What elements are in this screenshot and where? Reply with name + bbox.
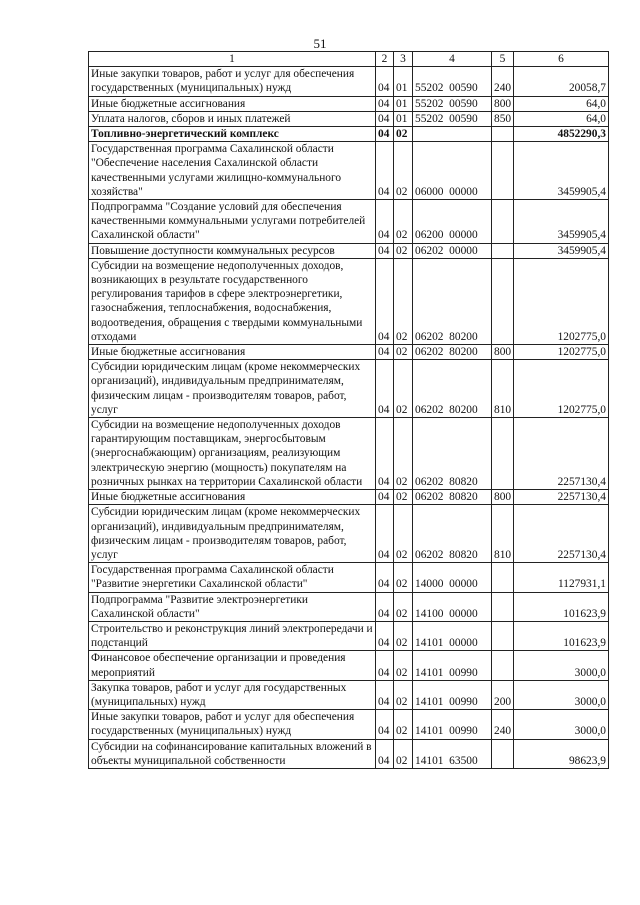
subsection-code: 02	[394, 739, 413, 768]
table-row	[89, 490, 609, 505]
amount: 101623,9	[514, 621, 609, 650]
amount: 64,0	[514, 96, 609, 111]
amount: 2257130,4	[514, 490, 609, 505]
section-code: 04	[376, 739, 394, 768]
table-row	[89, 592, 609, 621]
expense-type-code	[492, 418, 514, 490]
subsection-code: 02	[394, 505, 413, 563]
section-code: 04	[376, 258, 394, 344]
item-name: Иные закупки товаров, работ и услуг для обеспечения государственных (муниципальных) нужд	[89, 710, 376, 739]
item-name: Подпрограмма "Создание условий для обеспечения качественными коммунальными услугами потребителей Сахалинской области"	[89, 200, 376, 244]
target-article-code: 14100 00000	[413, 592, 492, 621]
expense-type-code	[492, 142, 514, 200]
amount: 64,0	[514, 111, 609, 126]
item-name: Субсидии на возмещение недополученных доходов гарантирующим поставщикам, энергосбытовым (энергоснабжающим) организациям, реализующим электрическую энергию (мощность) покупателям на розничных рынках на территории Сахалинской области	[89, 418, 376, 490]
subsection-code: 02	[394, 360, 413, 418]
subsection-code: 02	[394, 127, 413, 142]
item-name: Иные бюджетные ассигнования	[89, 345, 376, 360]
amount: 1127931,1	[514, 563, 609, 592]
table-row	[89, 243, 609, 258]
target-article-code: 55202 00590	[413, 67, 492, 96]
column-header: 5	[492, 52, 514, 67]
expense-type-code: 200	[492, 680, 514, 709]
section-code: 04	[376, 680, 394, 709]
column-header: 1	[89, 52, 376, 67]
section-code: 04	[376, 200, 394, 244]
expense-type-code	[492, 621, 514, 650]
column-header: 6	[514, 52, 609, 67]
section-code: 04	[376, 67, 394, 96]
target-article-code: 06200 00000	[413, 200, 492, 244]
table-row	[89, 621, 609, 650]
table-row	[89, 345, 609, 360]
table-row	[89, 563, 609, 592]
target-article-code: 06202 80200	[413, 258, 492, 344]
column-header: 4	[413, 52, 492, 67]
item-name: Финансовое обеспечение организации и проведения мероприятий	[89, 651, 376, 680]
item-name: Государственная программа Сахалинской области "Обеспечение населения Сахалинской области качественными услугами жилищно-коммунального хозяйства"	[89, 142, 376, 200]
item-name: Субсидии на возмещение недополученных доходов, возникающих в результате государственного регулирования тарифов в сфере электроэнергетики, газоснабжения, теплоснабжения, водоснабжения, водоотведения, обращения с твердыми коммунальными отходами	[89, 258, 376, 344]
section-code: 04	[376, 621, 394, 650]
expense-type-code	[492, 592, 514, 621]
subsection-code: 02	[394, 258, 413, 344]
amount: 3459905,4	[514, 243, 609, 258]
column-header: 3	[394, 52, 413, 67]
budget-table	[88, 51, 609, 769]
item-name: Иные закупки товаров, работ и услуг для обеспечения государственных (муниципальных) нужд	[89, 67, 376, 96]
subsection-code: 01	[394, 96, 413, 111]
section-code: 04	[376, 345, 394, 360]
expense-type-code: 810	[492, 360, 514, 418]
subsection-code: 02	[394, 345, 413, 360]
section-code: 04	[376, 710, 394, 739]
section-code: 04	[376, 127, 394, 142]
amount: 1202775,0	[514, 360, 609, 418]
subsection-code: 02	[394, 243, 413, 258]
target-article-code: 06202 80820	[413, 490, 492, 505]
table-row	[89, 418, 609, 490]
target-article-code: 55202 00590	[413, 96, 492, 111]
subsection-code: 02	[394, 200, 413, 244]
page-number: 51	[313, 36, 327, 51]
section-code: 04	[376, 96, 394, 111]
subsection-code: 02	[394, 490, 413, 505]
section-code: 04	[376, 360, 394, 418]
expense-type-code: 810	[492, 505, 514, 563]
amount: 2257130,4	[514, 418, 609, 490]
target-article-code: 06202 00000	[413, 243, 492, 258]
target-article-code: 14101 00990	[413, 710, 492, 739]
amount: 3000,0	[514, 710, 609, 739]
table-row	[89, 680, 609, 709]
amount: 3459905,4	[514, 142, 609, 200]
item-name: Уплата налогов, сборов и иных платежей	[89, 111, 376, 126]
expense-type-code: 850	[492, 111, 514, 126]
subsection-code: 02	[394, 651, 413, 680]
item-name: Подпрограмма "Развитие электроэнергетики Сахалинской области"	[89, 592, 376, 621]
item-name: Топливно-энергетический комплекс	[89, 127, 376, 142]
target-article-code: 06202 80200	[413, 360, 492, 418]
expense-type-code: 240	[492, 67, 514, 96]
section-code: 04	[376, 243, 394, 258]
amount: 3000,0	[514, 680, 609, 709]
item-name: Иные бюджетные ассигнования	[89, 490, 376, 505]
amount: 3459905,4	[514, 200, 609, 244]
table-row	[89, 127, 609, 142]
subsection-code: 02	[394, 710, 413, 739]
item-name: Субсидии на софинансирование капитальных вложений в объекты муниципальной собственности	[89, 739, 376, 768]
amount: 3000,0	[514, 651, 609, 680]
amount: 1202775,0	[514, 258, 609, 344]
table-row	[89, 258, 609, 344]
target-article-code: 14101 00990	[413, 680, 492, 709]
section-code: 04	[376, 142, 394, 200]
expense-type-code: 800	[492, 345, 514, 360]
expense-type-code	[492, 739, 514, 768]
target-article-code: 06202 80820	[413, 505, 492, 563]
amount: 4852290,3	[514, 127, 609, 142]
section-code: 04	[376, 563, 394, 592]
amount: 101623,9	[514, 592, 609, 621]
section-code: 04	[376, 418, 394, 490]
subsection-code: 01	[394, 111, 413, 126]
table-row	[89, 360, 609, 418]
expense-type-code	[492, 563, 514, 592]
subsection-code: 01	[394, 67, 413, 96]
item-name: Повышение доступности коммунальных ресурсов	[89, 243, 376, 258]
target-article-code: 55202 00590	[413, 111, 492, 126]
table-row	[89, 111, 609, 126]
item-name: Закупка товаров, работ и услуг для государственных (муниципальных) нужд	[89, 680, 376, 709]
target-article-code: 06202 80200	[413, 345, 492, 360]
table-row	[89, 142, 609, 200]
table-header-row	[89, 52, 609, 67]
section-code: 04	[376, 505, 394, 563]
subsection-code: 02	[394, 418, 413, 490]
column-header: 2	[376, 52, 394, 67]
target-article-code: 14101 00990	[413, 651, 492, 680]
target-article-code: 14000 00000	[413, 563, 492, 592]
section-code: 04	[376, 651, 394, 680]
expense-type-code: 800	[492, 490, 514, 505]
subsection-code: 02	[394, 592, 413, 621]
expense-type-code	[492, 258, 514, 344]
section-code: 04	[376, 592, 394, 621]
item-name: Строительство и реконструкция линий электропередачи и подстанций	[89, 621, 376, 650]
subsection-code: 02	[394, 142, 413, 200]
subsection-code: 02	[394, 563, 413, 592]
section-code: 04	[376, 490, 394, 505]
amount: 2257130,4	[514, 505, 609, 563]
item-name: Иные бюджетные ассигнования	[89, 96, 376, 111]
amount: 98623,9	[514, 739, 609, 768]
expense-type-code: 240	[492, 710, 514, 739]
expense-type-code	[492, 127, 514, 142]
amount: 1202775,0	[514, 345, 609, 360]
target-article-code: 06202 80820	[413, 418, 492, 490]
target-article-code: 14101 00000	[413, 621, 492, 650]
expense-type-code	[492, 200, 514, 244]
expense-type-code	[492, 243, 514, 258]
item-name: Государственная программа Сахалинской области "Развитие энергетики Сахалинской области"	[89, 563, 376, 592]
amount: 20058,7	[514, 67, 609, 96]
target-article-code: 14101 63500	[413, 739, 492, 768]
table-row	[89, 96, 609, 111]
target-article-code: 06000 00000	[413, 142, 492, 200]
subsection-code: 02	[394, 621, 413, 650]
expense-type-code: 800	[492, 96, 514, 111]
table-row	[89, 67, 609, 96]
subsection-code: 02	[394, 680, 413, 709]
expense-type-code	[492, 651, 514, 680]
table-row	[89, 710, 609, 739]
target-article-code	[413, 127, 492, 142]
table-row	[89, 505, 609, 563]
item-name: Субсидии юридическим лицам (кроме некоммерческих организаций), индивидуальным предпринимателям, физическим лицам - производителям товаров, работ, услуг	[89, 360, 376, 418]
table-row	[89, 739, 609, 768]
table-row	[89, 651, 609, 680]
section-code: 04	[376, 111, 394, 126]
table-row	[89, 200, 609, 244]
item-name: Субсидии юридическим лицам (кроме некоммерческих организаций), индивидуальным предпринимателям, физическим лицам - производителям товаров, работ, услуг	[89, 505, 376, 563]
